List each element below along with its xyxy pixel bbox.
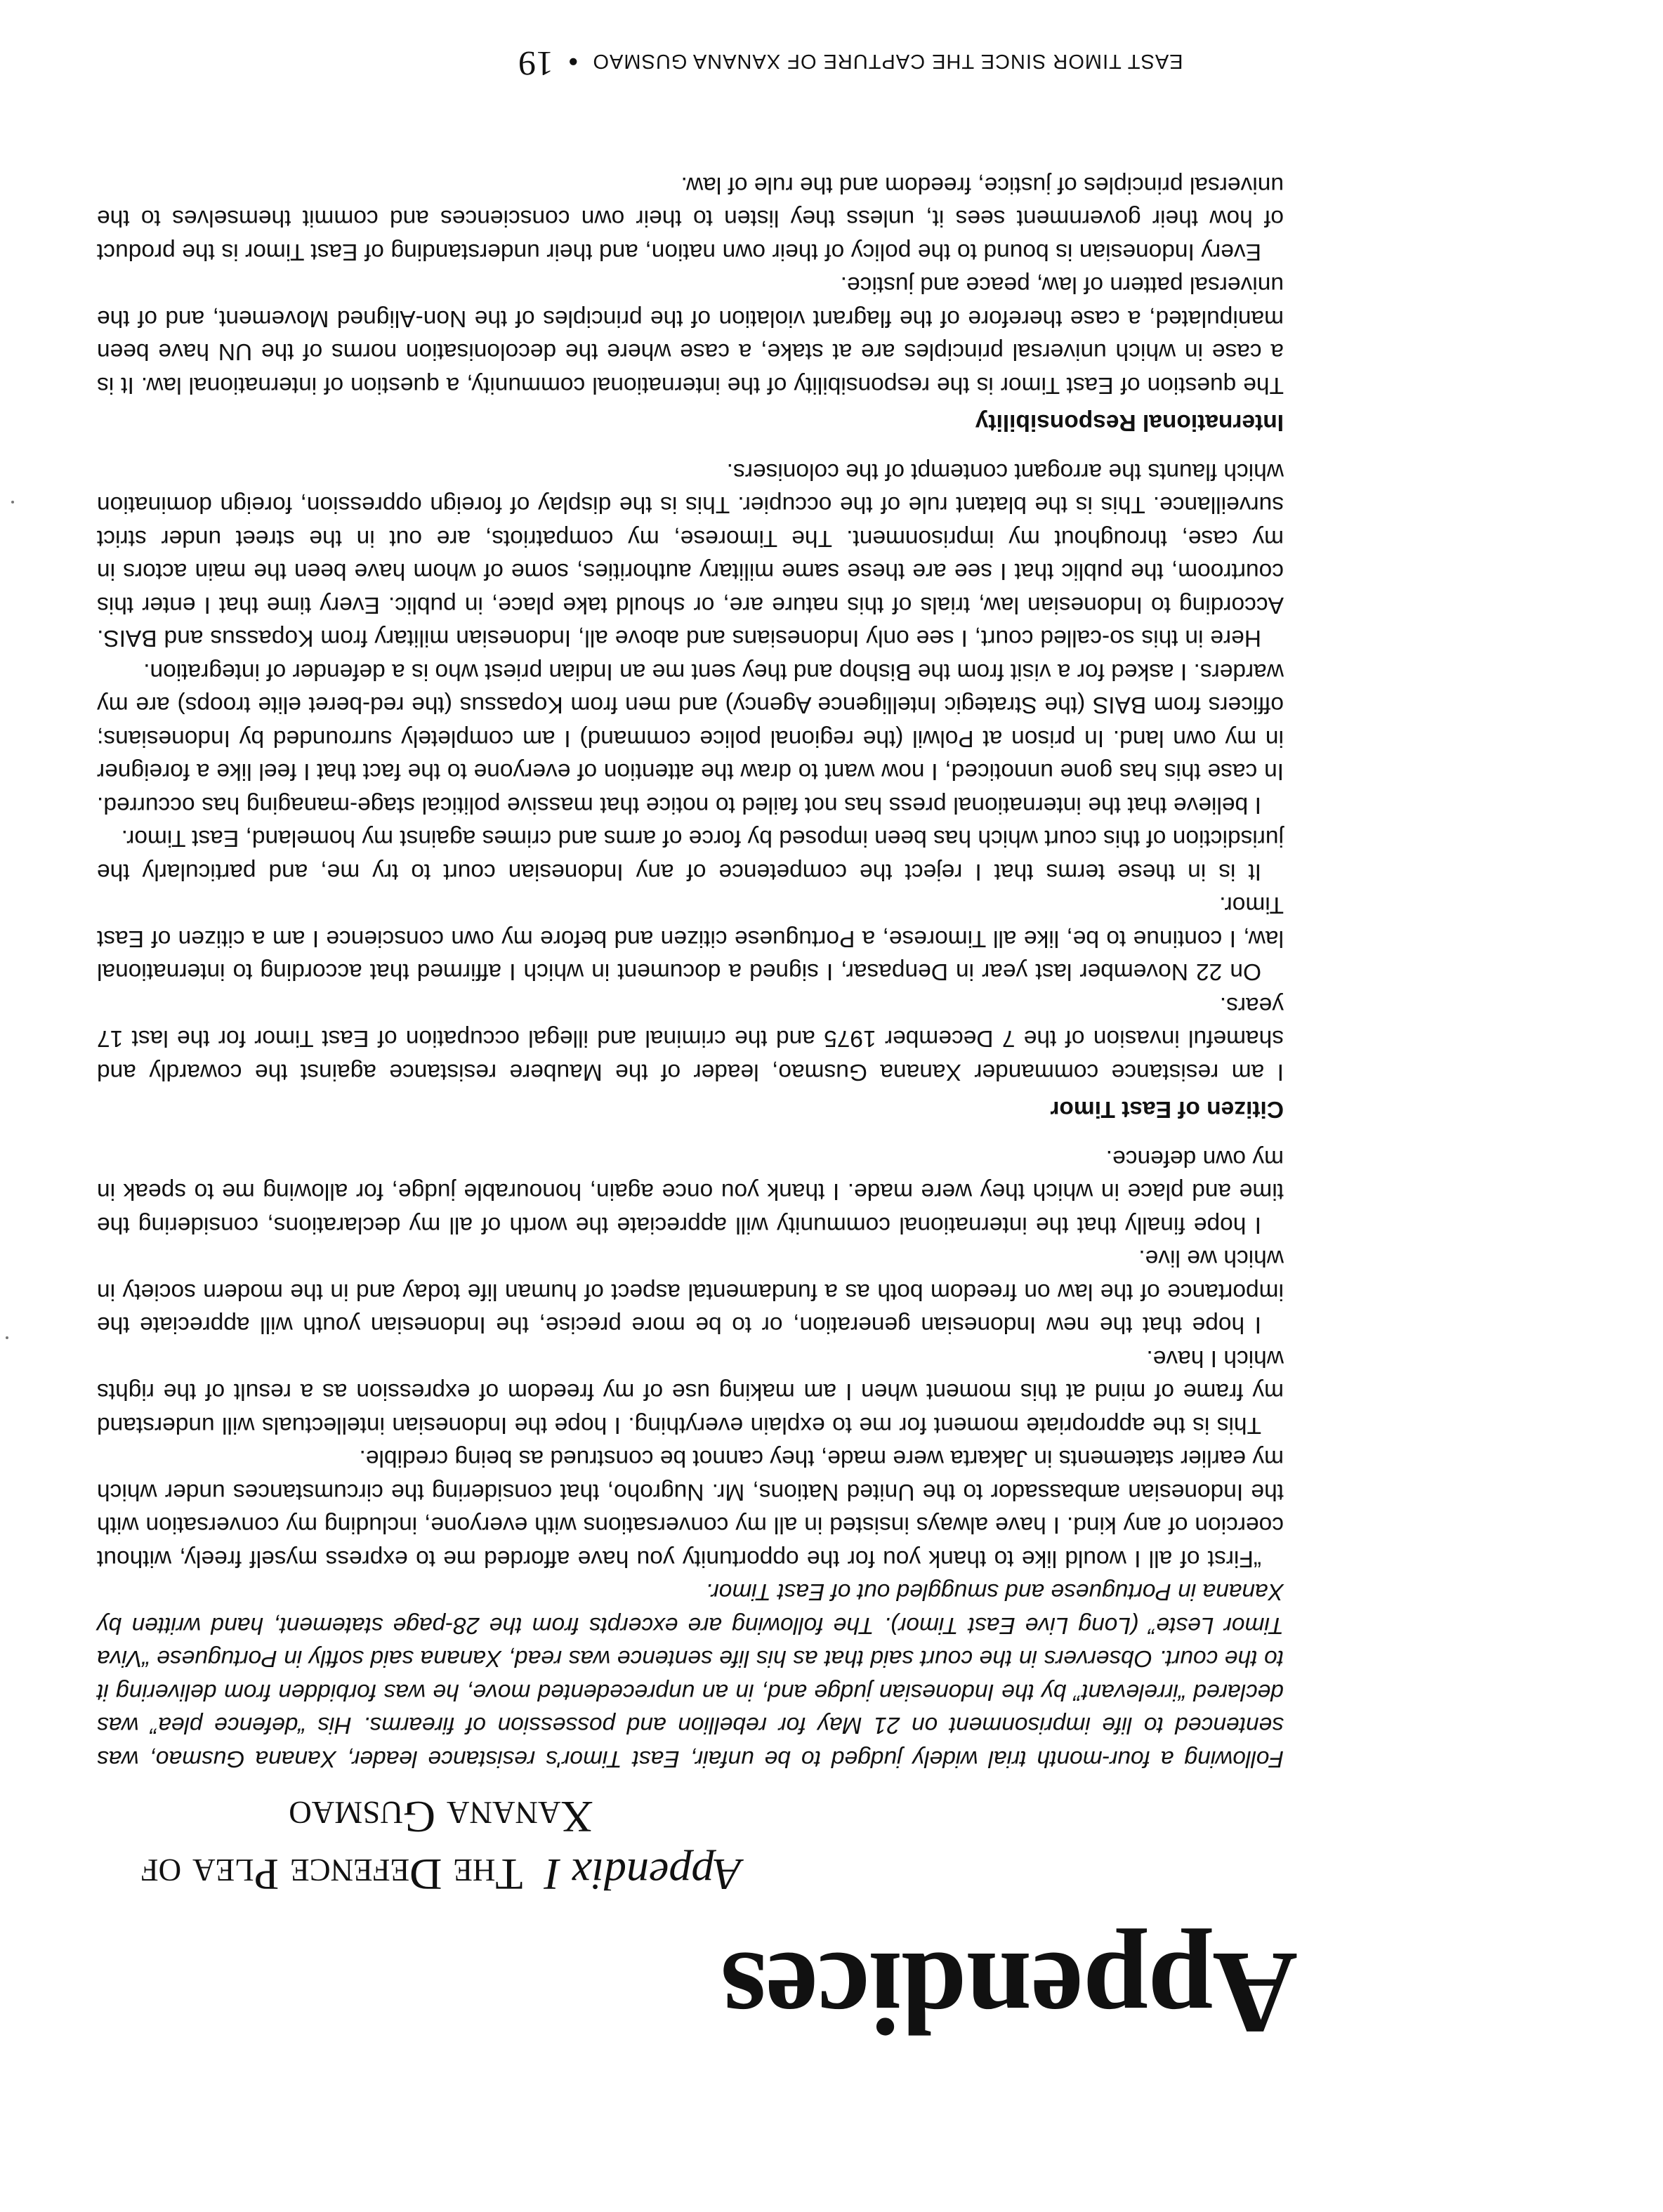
body-paragraph: It is in these terms that I reject the competence of any Indonesian court to try me, and particularly the jurisdiction of this court which has been imposed by force of arms and crimes against my homeland, East Timor. — [97, 825, 1284, 885]
body-paragraph: This is the appropriate moment for me to explain everything. I hope the Indonesian intellectuals will understand my frame of mind at this moment when I am making use of my freedom of expression as a result of the rights which I have. — [97, 1345, 1284, 1438]
body-paragraph: Here in this so-called court, I see only Indonesians and above all, Indonesian military from Kopassus and BAIS. According to Indonesian law, trials of this nature are, or should take place, in public. Every time that I enter this courtroom, the public that I see are these same military authorities, some of whom have been the main actors in my case, throughout my imprisonment. The Timorese, my compatriots, are out in the street under strict surveillance. This is the blatant rule of the occupier. This is the display of foreign oppression, foreign domination which flaunts the arrogant contempt of the colonisers. — [97, 459, 1284, 652]
scan-mark — [11, 501, 14, 503]
page-number: 19 — [518, 44, 553, 84]
body-paragraph: I hope that the new Indonesian generation, or to be more precise, the Indonesian youth will appreciate the importance of the law on freedom both as a fundamental aspect of human life today and in the modern society in which we live. — [97, 1245, 1284, 1338]
bullet-icon: ● — [567, 53, 579, 72]
body-paragraph: Every Indonesian is bound to the policy of their own nation, and their understanding of East Timor is the product of how their government sees it, unless they listen to their own consciences and commit themselves to the universal principles of justice, freedom and the rule of law. — [97, 172, 1284, 265]
body-paragraph: The question of East Timor is the responsibility of the international community, a question of international law. It is a case in which universal principles are at stake, a case where the decolonisation norms of the UN have been manipulated, a case therefore of the flagrant violation of the principles of the Non-Aligned Movement, and of the universal pattern of law, peace and justice. — [97, 272, 1284, 398]
chapter-heading: Appendices — [721, 1928, 1298, 2058]
body-column — [97, 169, 1284, 1776]
page-footer — [518, 44, 1235, 84]
body-paragraph: I hope finally that the international community will appreciate the worth of all my declarations, considering the time and place in which they were made. I thank you once again, honourable judge, for allowing me to speak in my own defence. — [97, 1145, 1284, 1238]
intro-paragraph: Following a four-month trial widely judged to be unfair, East Timor's resistance leader, Xanana Gusmao, was sentenced to life imprisonment on 21 May for rebellion and possession of firearms. His “defence plea” was declared “irrelevant” by the Indonesian judge and, in an unprecedented move, he was forbidden from delivering it to the court. Observers in the court said that as his life sentence was read, Xanana said softly in Portuguese “Viva Timor Leste” (Long Live East Timor). The following are excerpts from the 28-page statement, hand written by Xanana in Portuguese and smuggled out of East Timor. — [97, 1579, 1284, 1772]
body-paragraph: I am resistance commander Xanana Gusmao, leader of the Maubere resistance against the cowardly and shameful invasion of the 7 December 1975 and the criminal and illegal occupation of East Timor for the last 17 years. — [97, 992, 1284, 1085]
appendix-label: Appendix I — [545, 1850, 742, 1900]
section-heading: Citizen of East Timor — [1050, 1096, 1284, 1123]
body-paragraph: On 22 November last year in Denpasar, I signed a document in which I affirmed that according to international law, I continue to be, like all Timorese, a Portuguese citizen and before my own conscience I am a citizen of East Timor. — [97, 892, 1284, 985]
scan-mark — [6, 1336, 8, 1339]
running-title: EAST TIMOR SINCE THE CAPTURE OF XANANA GUSMAO — [592, 50, 1183, 72]
body-paragraph: I believe that the international press has not failed to notice that massive political stage-managing has occurred. In case this has gone unnoticed, I now want to draw the attention of everyone to the fact that I feel like a foreigner in my own land. In prison at Polwil (the regional police command) I am completely surrounded by Indonesians; officers from BAIS (the Strategic Intelligence Agency) and men from Kopassus (the red-beret elite troops) are my warders. I asked for a visit from the Bishop and they sent me an Indian priest who is a defender of integration. — [97, 659, 1284, 818]
appendix-title-line1: The Defence Plea of — [140, 1850, 523, 1900]
appendix-title-line2: Xanana Gusmao — [289, 1792, 593, 1842]
body-paragraph: “First of all I would like to thank you for the opportunity you have afforded me to express myself freely, without coercion of any kind. I have always insisted in all my conversations with everyone, including my conversation with the Indonesian ambassador to the United Nations, Mr. Nugroho, that considering the circumstances under which my earlier statements in Jakarta were made, they cannot be construed as being credible. — [97, 1445, 1284, 1572]
section-heading: International Responsibility — [975, 409, 1284, 436]
appendix-title — [90, 1788, 792, 1903]
